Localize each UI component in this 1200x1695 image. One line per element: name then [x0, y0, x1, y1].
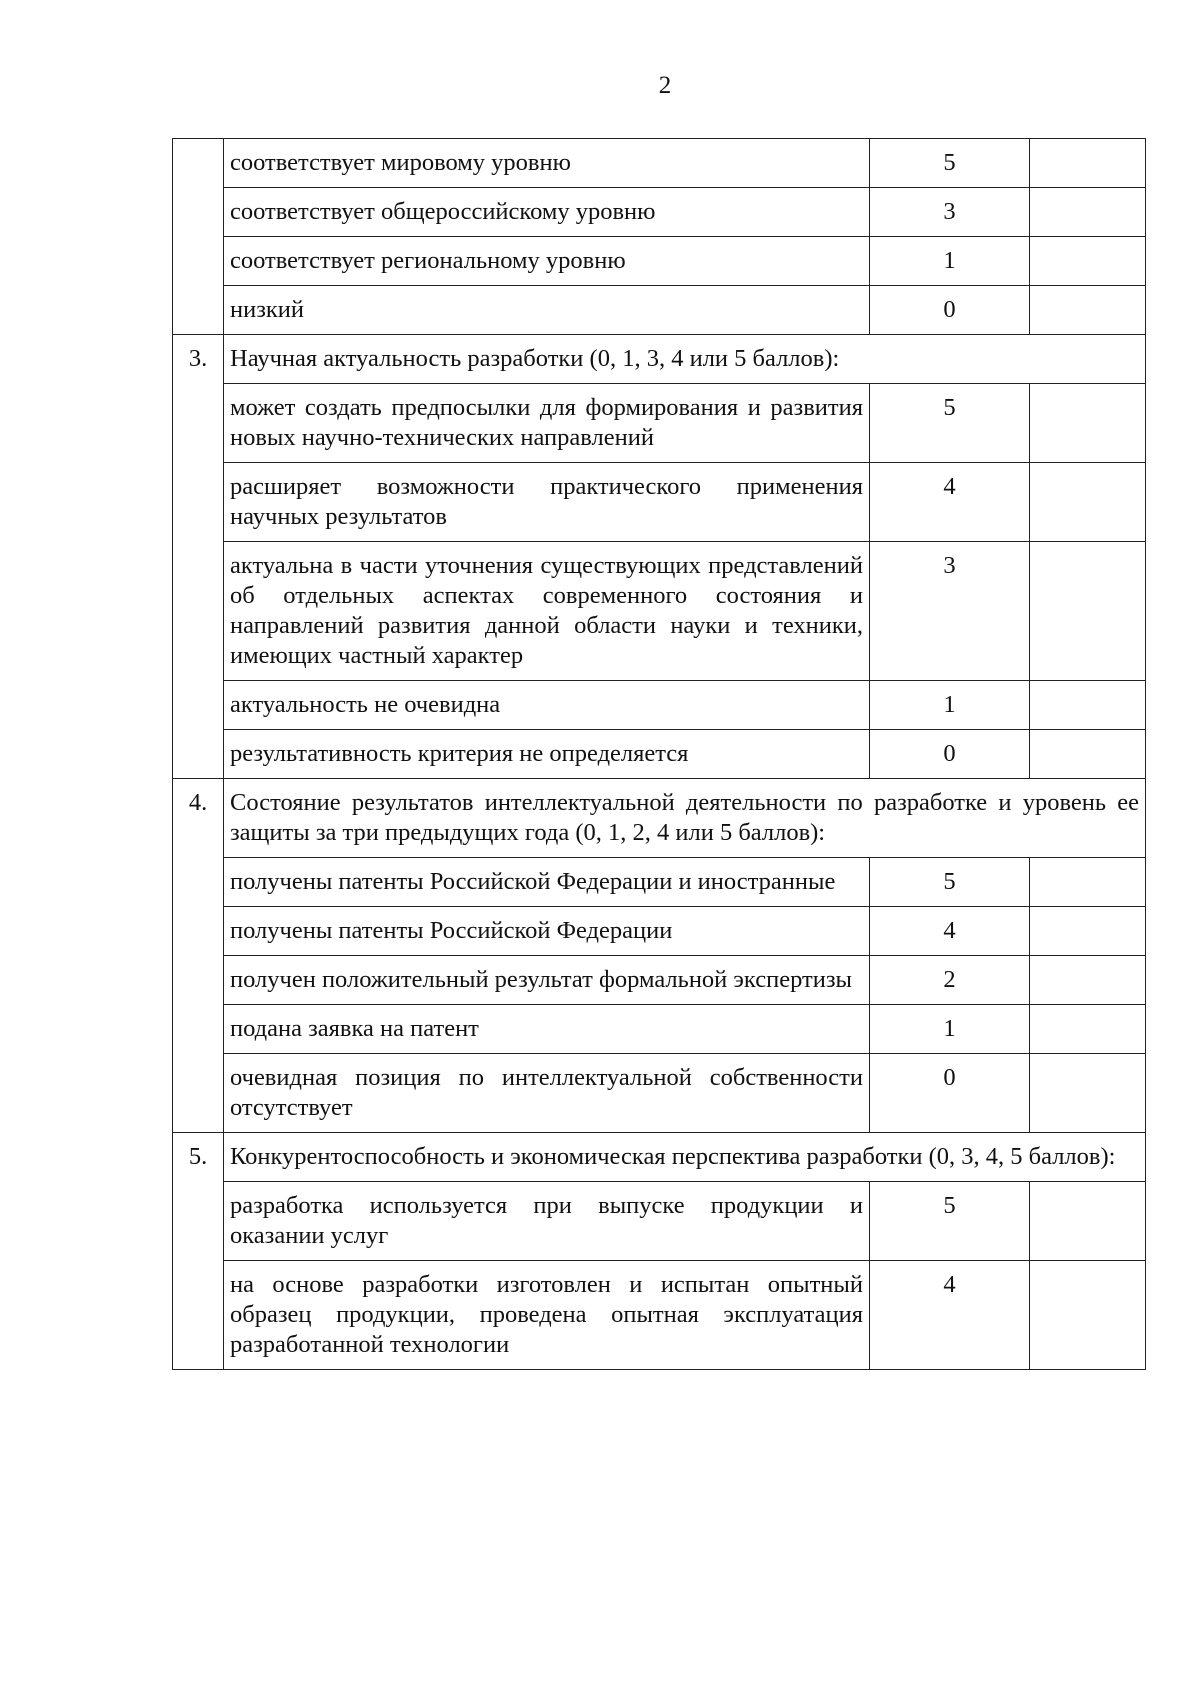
table-row	[173, 858, 1146, 907]
criterion-score: 1	[870, 681, 1030, 730]
criterion-score: 0	[870, 730, 1030, 779]
page-number: 2	[658, 72, 672, 99]
table-row	[173, 1182, 1146, 1261]
criterion-score: 4	[870, 1261, 1030, 1370]
section-header-row	[173, 779, 1146, 858]
criterion-text: на основе разработки изготовлен и испытан опытный образец продукции, проведена опытная эксплуатация разработанной технологии	[224, 1261, 870, 1370]
assessment-cell	[1030, 1182, 1146, 1261]
criterion-text: получены патенты Российской Федерации	[224, 907, 870, 956]
criterion-score: 0	[870, 286, 1030, 335]
table-row	[173, 907, 1146, 956]
table-row	[173, 956, 1146, 1005]
assessment-cell	[1030, 956, 1146, 1005]
criterion-score: 5	[870, 1182, 1030, 1261]
assessment-cell	[1030, 681, 1146, 730]
assessment-cell	[1030, 188, 1146, 237]
assessment-cell	[1030, 1261, 1146, 1370]
table-row	[173, 286, 1146, 335]
criterion-score: 3	[870, 188, 1030, 237]
criterion-score: 5	[870, 139, 1030, 188]
criterion-score: 5	[870, 858, 1030, 907]
criterion-text: соответствует общероссийскому уровню	[224, 188, 870, 237]
criterion-text: получены патенты Российской Федерации и иностранные	[224, 858, 870, 907]
assessment-cell	[1030, 858, 1146, 907]
assessment-cell	[1030, 542, 1146, 681]
section-title: Конкурентоспособность и экономическая перспектива разработки (0, 3, 4, 5 баллов):	[224, 1133, 1146, 1182]
table-row	[173, 237, 1146, 286]
table-row	[173, 463, 1146, 542]
criterion-text: может создать предпосылки для формирования и развития новых научно-технических направлений	[224, 384, 870, 463]
table-row	[173, 681, 1146, 730]
table-row	[173, 188, 1146, 237]
table-row	[173, 139, 1146, 188]
section-title: Научная актуальность разработки (0, 1, 3, 4 или 5 баллов):	[224, 335, 1146, 384]
criterion-score: 4	[870, 463, 1030, 542]
criterion-text: очевидная позиция по интеллектуальной собственности отсутствует	[224, 1054, 870, 1133]
table-row	[173, 384, 1146, 463]
criterion-text: результативность критерия не определяется	[224, 730, 870, 779]
criterion-score: 4	[870, 907, 1030, 956]
criterion-score: 3	[870, 542, 1030, 681]
criterion-score: 0	[870, 1054, 1030, 1133]
assessment-cell	[1030, 463, 1146, 542]
section-index-cell	[173, 139, 224, 188]
table-row	[173, 730, 1146, 779]
criterion-text: низкий	[224, 286, 870, 335]
assessment-cell	[1030, 907, 1146, 956]
criterion-text: разработка используется при выпуске продукции и оказании услуг	[224, 1182, 870, 1261]
table-row	[173, 1005, 1146, 1054]
assessment-cell	[1030, 730, 1146, 779]
table-row	[173, 542, 1146, 681]
section-index: 5.	[173, 1133, 224, 1182]
table-row	[173, 1261, 1146, 1370]
assessment-cell	[1030, 1054, 1146, 1133]
criterion-score: 5	[870, 384, 1030, 463]
table-row	[173, 1054, 1146, 1133]
criterion-text: соответствует региональному уровню	[224, 237, 870, 286]
criterion-text: соответствует мировому уровню	[224, 139, 870, 188]
criterion-text: получен положительный результат формальной экспертизы	[224, 956, 870, 1005]
criterion-score: 2	[870, 956, 1030, 1005]
section-header-row	[173, 335, 1146, 384]
criterion-score: 1	[870, 237, 1030, 286]
assessment-cell	[1030, 237, 1146, 286]
criterion-score: 1	[870, 1005, 1030, 1054]
criteria-table	[172, 138, 1146, 1370]
section-title: Состояние результатов интеллектуальной деятельности по разработке и уровень ее защиты за три предыдущих года (0, 1, 2, 4 или 5 баллов):	[224, 779, 1146, 858]
section-index: 3.	[173, 335, 224, 384]
assessment-cell	[1030, 286, 1146, 335]
section-header-row	[173, 1133, 1146, 1182]
assessment-cell	[1030, 1005, 1146, 1054]
section-index: 4.	[173, 779, 224, 858]
assessment-cell	[1030, 139, 1146, 188]
criterion-text: расширяет возможности практического применения научных результатов	[224, 463, 870, 542]
criterion-text: подана заявка на патент	[224, 1005, 870, 1054]
criterion-text: актуальность не очевидна	[224, 681, 870, 730]
criterion-text: актуальна в части уточнения существующих представлений об отдельных аспектах современного состояния и направлений развития данной области науки и техники, имеющих частный характер	[224, 542, 870, 681]
assessment-cell	[1030, 384, 1146, 463]
